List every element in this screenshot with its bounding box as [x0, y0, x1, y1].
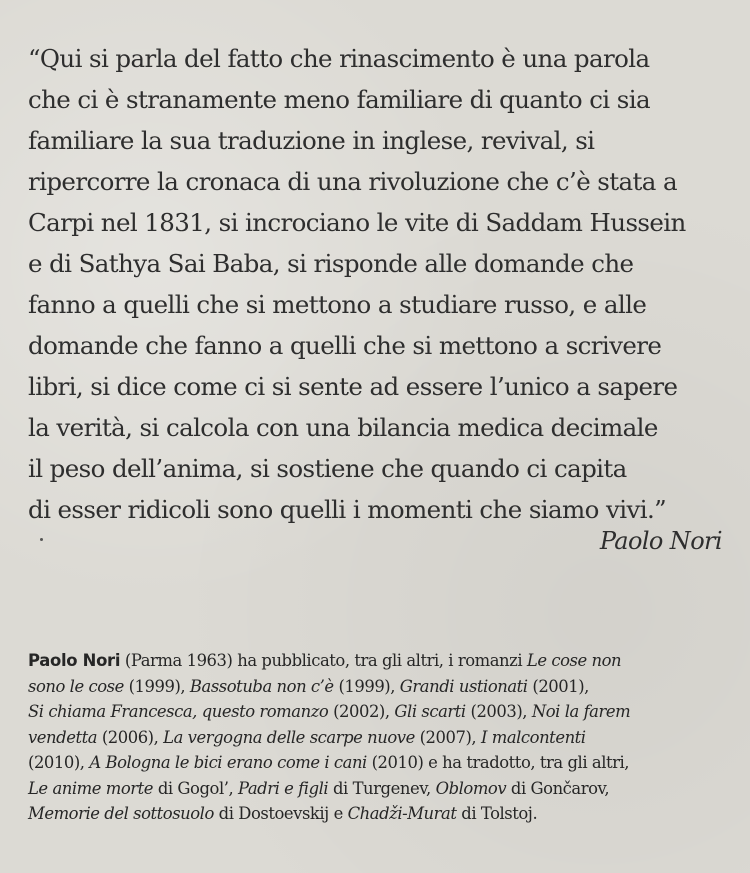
quote-line: familiare la sua traduzione in inglese, revival, si [28, 126, 595, 155]
quote-line: libri, si dice come ci si sente ad essere l’unico a sapere [28, 372, 678, 401]
bio-line [28, 801, 740, 827]
bio-text: (Parma 1963) ha pubblicato, tra gli altri, i romanzi [120, 651, 527, 670]
quote-line: “Qui si parla del fatto che rinascimento è una parola [28, 44, 650, 73]
bio-text: (2010) e ha tradotto, tra gli altri, [366, 753, 630, 772]
book-title: Noi la farem [531, 702, 631, 721]
quote-block [28, 38, 728, 530]
print-speck [40, 538, 43, 541]
book-title: Memorie del sottosuolo [28, 804, 214, 823]
quote-line: di esser ridicoli sono quelli i momenti che siamo vivi.” [28, 495, 667, 524]
bio-text: (2007), [414, 727, 481, 747]
book-title: vendetta [28, 727, 98, 747]
quote-line: fanno a quelli che si mettono a studiare russo, e alle [28, 290, 647, 319]
book-title: A Bologna le bici erano come i cani [89, 753, 367, 772]
bio-text: di Gogol’, [153, 778, 239, 798]
bio-text: di Gončarov, [506, 778, 610, 798]
book-title: Si chiama Francesca, questo romanzo [28, 702, 329, 721]
bio-line [28, 648, 740, 674]
book-title: I malcontenti [480, 727, 586, 747]
bio-text: (2001), [527, 676, 589, 696]
quote-line: e di Sathya Sai Baba, si risponde alle domande che [28, 249, 634, 278]
bio-line [28, 725, 740, 751]
quote-line: domande che fanno a quelli che si mettono a scrivere [28, 331, 662, 360]
bio-line [28, 776, 740, 802]
book-title: Oblomov [435, 778, 507, 798]
author-name: Paolo Nori [28, 651, 121, 670]
bio-line [28, 750, 740, 776]
bio-text: (2006), [97, 727, 164, 747]
bio-text: di Dostoevskij e [213, 804, 348, 823]
book-title: Gli scarti [394, 702, 466, 721]
bio-text: di Turgenev, [328, 778, 436, 798]
bio-text: (1999), [333, 676, 400, 696]
book-title: Chadži-Murat [347, 804, 457, 823]
book-title: Grandi ustionati [399, 676, 528, 696]
quote-author-signature: Paolo Nori [599, 527, 722, 555]
book-title: Bassotuba non c’è [189, 676, 334, 696]
bio-text: (1999), [123, 676, 190, 696]
bio-text: (2003), [465, 702, 532, 721]
book-title: Le cose non [526, 651, 622, 670]
quote-line: che ci è stranamente meno familiare di quanto ci sia [28, 85, 650, 114]
book-title: Padri e figli [238, 778, 329, 798]
book-title: Le anime morte [28, 778, 154, 798]
bio-line [28, 674, 740, 700]
quote-line: il peso dell’anima, si sostiene che quando ci capita [28, 454, 627, 483]
quote-line: ripercorre la cronaca di una rivoluzione che c’è stata a [28, 167, 677, 196]
book-title: sono le cose [28, 676, 124, 696]
book-title: La vergogna delle scarpe nuove [163, 727, 415, 747]
bio-text: (2002), [328, 702, 395, 721]
bio-line [28, 699, 740, 725]
quote-line: la verità, si calcola con una bilancia medica decimale [28, 413, 658, 442]
quote-line: Carpi nel 1831, si incrociano le vite di Saddam Hussein [28, 208, 686, 237]
author-bio [28, 648, 740, 827]
bio-text: di Tolstoj. [456, 804, 538, 823]
bio-text: (2010), [28, 753, 90, 772]
